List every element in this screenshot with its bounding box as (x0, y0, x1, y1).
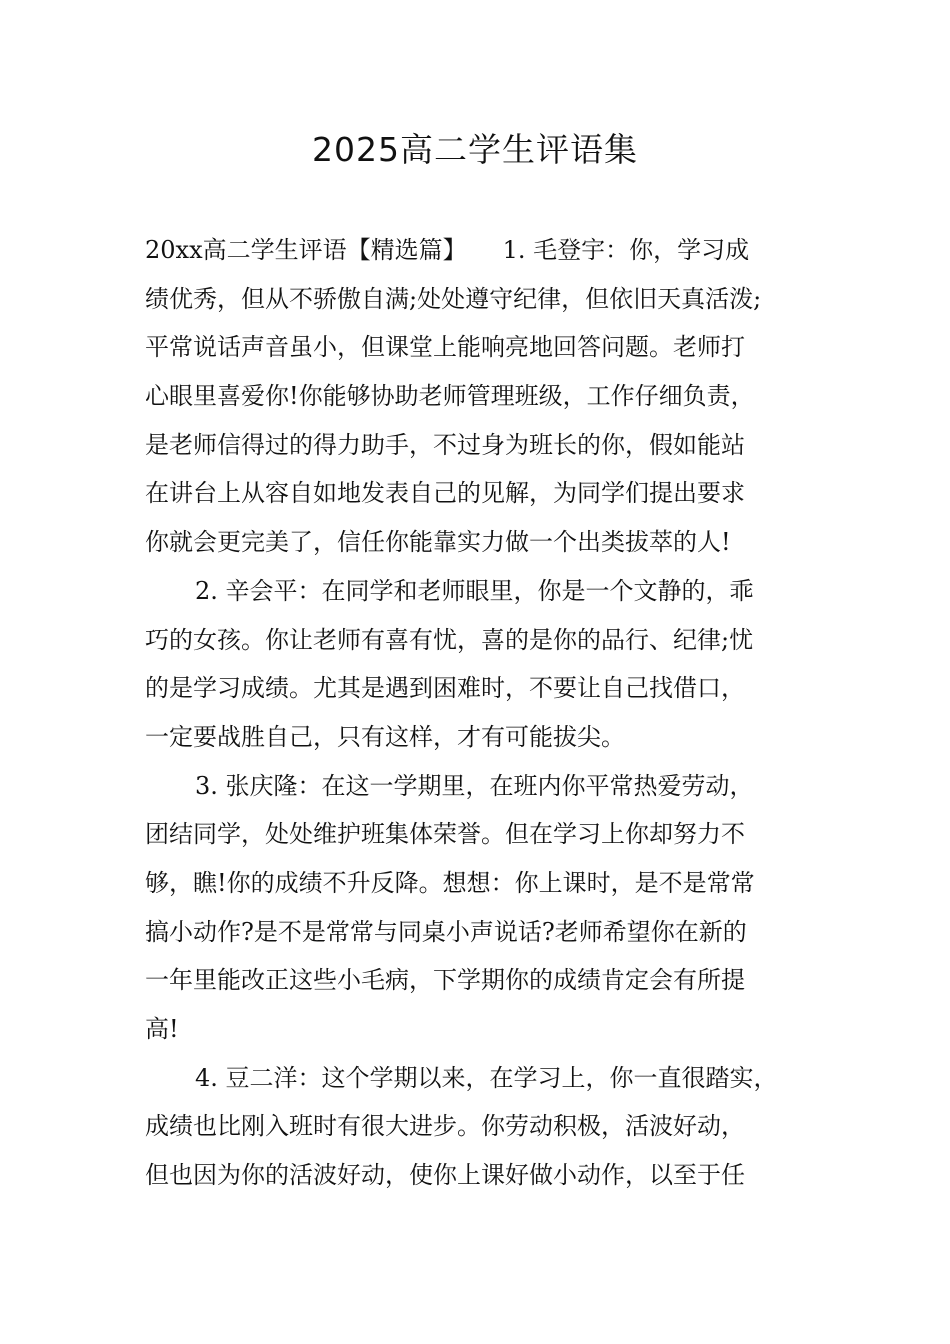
text-line: 一年里能改正这些小毛病，下学期你的成绩肯定会有所提 (145, 966, 745, 995)
text-line: 成绩也比刚入班时有很大进步。你劳动积极，活波好动， (145, 1112, 745, 1141)
text-line: 够，瞧!你的成绩不升反降。想想：你上课时，是不是常常 (145, 868, 755, 897)
text-line: 平常说话声音虽小，但课堂上能响亮地回答问题。老师打 (145, 333, 745, 362)
text-line: 20xx高二学生评语【精选篇】 1. 毛登宇：你，学习成 (145, 236, 750, 264)
text-line: 你就会更完美了，信任你能靠实力做一个出类拔萃的人! (145, 528, 731, 557)
text-line: 团结同学，处处维护班集体荣誉。但在学习上你却努力不 (145, 820, 745, 849)
text-line: 巧的女孩。你让老师有喜有忧，喜的是你的品行、纪律;忧 (145, 625, 754, 654)
text-line: 绩优秀，但从不骄傲自满;处处遵守纪律，但依旧天真活泼; (145, 284, 762, 313)
text-line: 但也因为你的活波好动，使你上课好做小动作，以至于任 (145, 1161, 745, 1190)
text-line: 一定要战胜自己，只有这样，才有可能拔尖。 (145, 722, 625, 751)
text-line: 的是学习成绩。尤其是遇到困难时，不要让自己找借口， (145, 674, 745, 703)
text-line: 搞小动作?是不是常常与同桌小声说话?老师希望你在新的 (145, 917, 747, 946)
paragraph-start-line: 2. 辛会平：在同学和老师眼里，你是一个文静的，乖 (195, 576, 754, 605)
paragraph-start-line: 4. 豆二洋：这个学期以来，在学习上，你一直很踏实， (195, 1063, 778, 1092)
text-line: 是老师信得过的得力助手，不过身为班长的你，假如能站 (145, 430, 745, 459)
text-line: 高! (145, 1015, 179, 1043)
text-line: 心眼里喜爱你!你能够协助老师管理班级，工作仔细负责， (145, 382, 755, 411)
document-body (145, 226, 815, 1200)
text-line: 在讲台上从容自如地发表自己的见解，为同学们提出要求 (145, 479, 745, 508)
paragraph-start-line: 3. 张庆隆：在这一学期里，在班内你平常热爱劳动， (195, 771, 754, 800)
document-title: 2025高二学生评语集 (312, 130, 638, 169)
